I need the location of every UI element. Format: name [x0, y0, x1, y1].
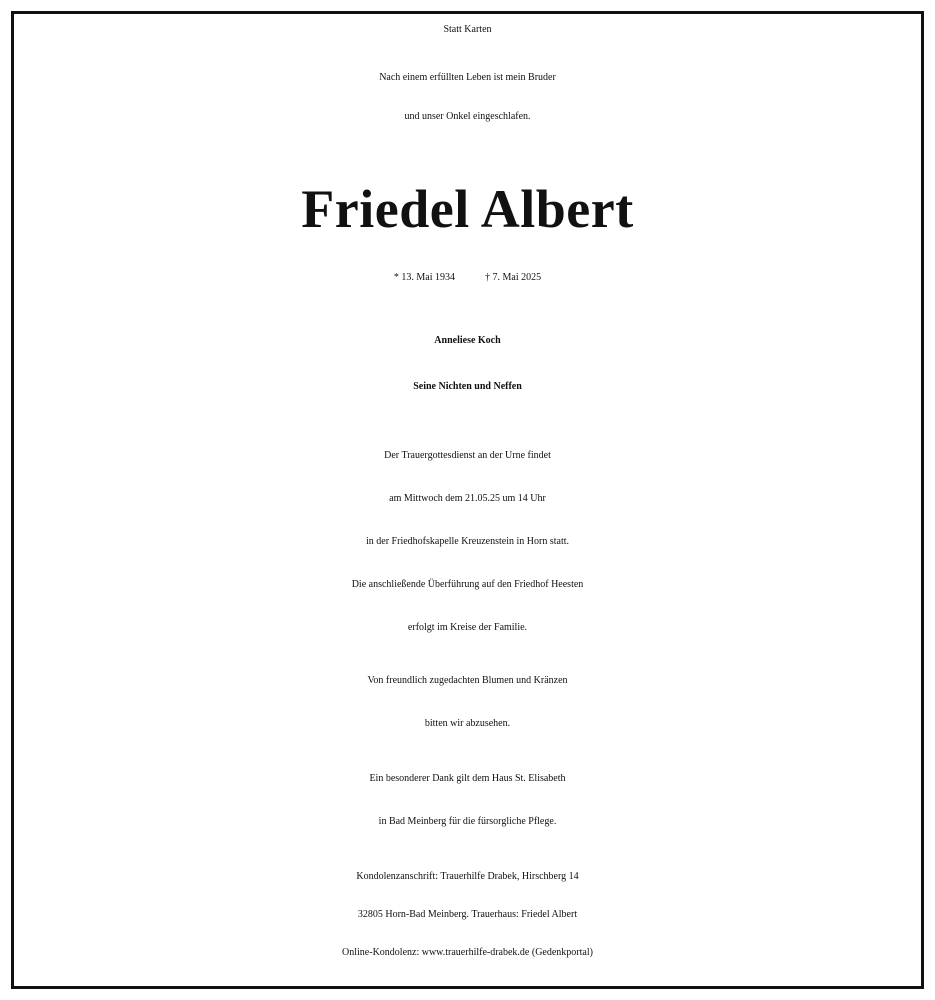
- footer-line-3: Online-Kondolenz: www.trauerhilfe-drabek.de (Gedenkportal): [342, 947, 593, 958]
- birth-date: * 13. Mai 1934: [393, 272, 455, 283]
- life-dates: [14, 272, 921, 283]
- death-date: † 7. Mai 2025: [485, 272, 542, 283]
- flowers-line-1: Von freundlich zugedachten Blumen und Kränzen: [367, 675, 568, 686]
- mourner-1: Anneliese Koch: [434, 335, 501, 346]
- footer-line-1: Kondolenzanschrift: Trauerhilfe Drabek, Hirschberg 14: [356, 871, 579, 882]
- thanks-line-1: Ein besonderer Dank gilt dem Haus St. Elisabeth: [369, 773, 566, 784]
- header-statt-karten: Statt Karten: [443, 24, 492, 35]
- mourner-2: Seine Nichten und Neffen: [413, 381, 522, 392]
- thanks-line-2: in Bad Meinberg für die fürsorgliche Pflege.: [378, 816, 557, 827]
- service-line-2: am Mittwoch dem 21.05.25 um 14 Uhr: [389, 493, 546, 504]
- service-line-1: Der Trauergottesdienst an der Urne findet: [384, 450, 551, 461]
- footer-line-2: 32805 Horn-Bad Meinberg. Trauerhaus: Friedel Albert: [357, 909, 578, 920]
- intro-line-2: und unser Onkel eingeschlafen.: [404, 111, 531, 122]
- service-line-4: Die anschließende Überführung auf den Friedhof Heesten: [351, 579, 584, 590]
- service-line-3: in der Friedhofskapelle Kreuzenstein in Horn statt.: [366, 536, 569, 547]
- service-line-5: erfolgt im Kreise der Familie.: [407, 622, 528, 633]
- flowers-line-2: bitten wir abzusehen.: [424, 718, 511, 729]
- intro-line-1: Nach einem erfüllten Leben ist mein Bruder: [379, 72, 556, 83]
- deceased-name: Friedel Albert: [301, 179, 634, 239]
